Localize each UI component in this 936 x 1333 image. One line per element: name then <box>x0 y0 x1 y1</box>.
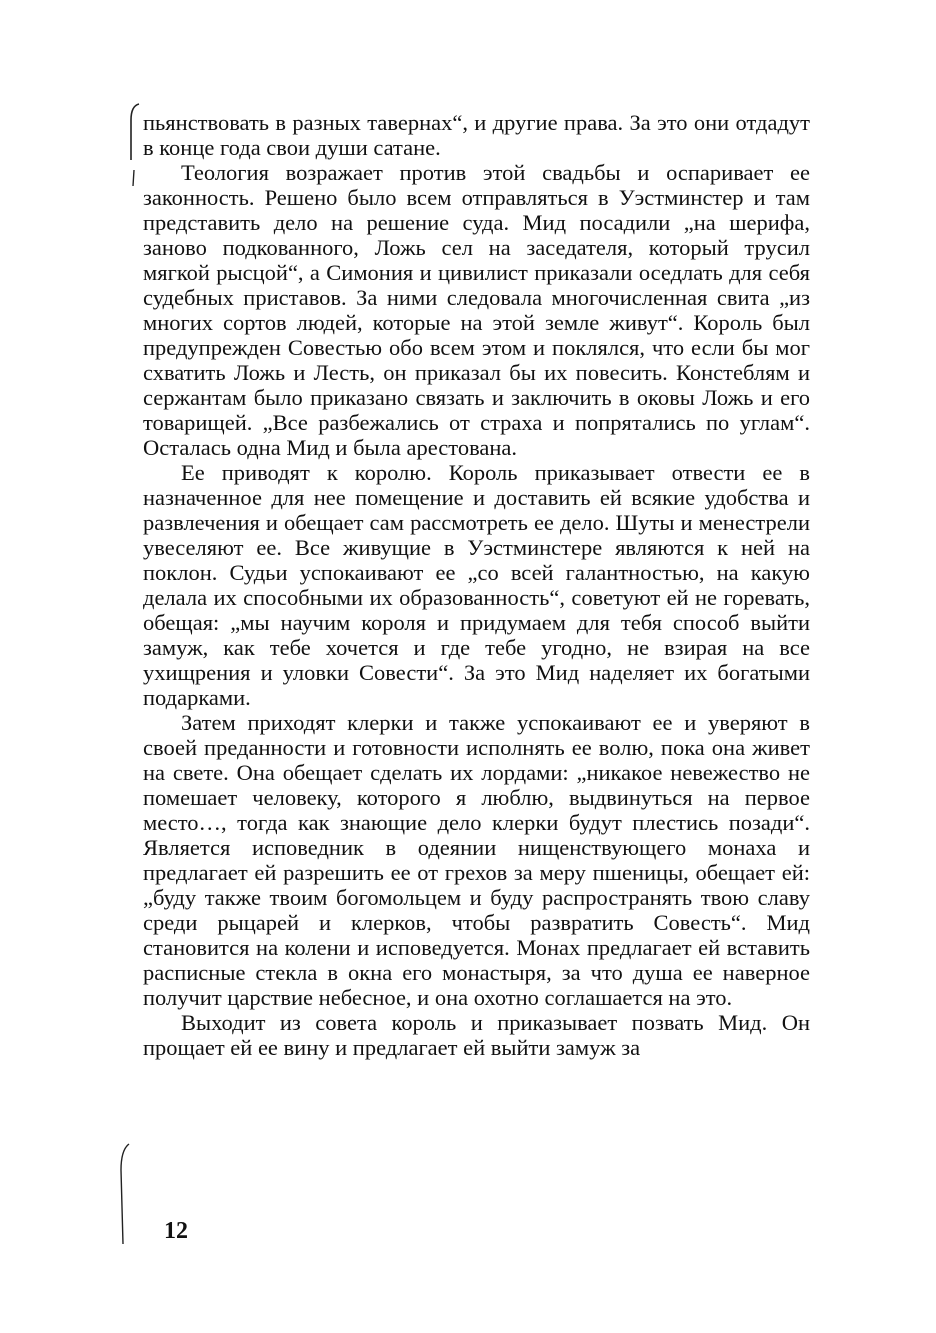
margin-bracket-bottom <box>115 1140 137 1250</box>
paragraph-5: Выходит из совета король и приказывает позвать Мид. Он прощает ей ее вину и предлагает ей выйти замуж за <box>143 1010 810 1060</box>
body-text <box>143 110 810 1060</box>
margin-bracket-top <box>125 100 145 190</box>
page-number: 12 <box>164 1218 188 1244</box>
paragraph-4: Затем приходят клерки и также успокаивают ее и уверяют в своей преданности и готовности исполнять ее волю, пока она живет на свете. Она обещает сделать их лордами: „никакое невежество не помешает человеку, которого я люблю, выдвинуться на первое место…, тогда как знающие дело клерки будут плестись позади“. Является исповедник в одеянии нищенствующего монаха и предлагает ей разрешить ее от грехов за меру пшеницы, обещает ей: „буду также твоим богомольцем и буду распространять твою славу среди рыцарей и клерков, чтобы развратить Совесть“. Мид становится на колени и исповедуется. Монах предлагает ей вставить расписные стекла в окна его монастыря, за что душа ее наверное получит царствие небесное, и она охотно соглашается на это. <box>143 710 810 1010</box>
paragraph-3: Ее приводят к королю. Король приказывает отвести ее в назначенное для нее помещение и доставить ей всякие удобства и развлечения и обещает сам рассмотреть ее дело. Шуты и менестрели увеселяют ее. Все живущие в Уэстминстере являются к ней на поклон. Судьи успокаивают ее „со всей галантностью, на какую делала их способными их образованность“, советуют ей не горевать, обещая: „мы научим короля и придумаем для тебя способ выйти замуж, как тебе хочется и где тебе угодно, не взирая на все ухищрения и уловки Совести“. За это Мид наделяет их богатыми подарками. <box>143 460 810 710</box>
paragraph-2: Теология возражает против этой свадьбы и оспаривает ее законность. Решено было всем отправляться в Уэстминстер и там представить дело на решение суда. Мид посадили „на шерифа, заново подкованного, Ложь сел на заседателя, который трусил мягкой рысцой“, а Симония и цивилист приказали оседлать для себя судебных приставов. За ними следовала многочисленная свита „из многих сортов людей, которые на этой земле живут“. Король был предупрежден Совестью обо всем этом и поклялся, что если бы мог схватить Ложь и Лесть, он приказал бы их повесить. Констеблям и сержантам было приказано связать и заключить в оковы Ложь и его товарищей. „Все разбежались от страха и попрятались по углам“. Осталась одна Мид и была арестована. <box>143 160 810 460</box>
paragraph-1: пьянствовать в разных тавернах“, и другие права. За это они отдадут в конце года свои души сатане. <box>143 110 810 160</box>
